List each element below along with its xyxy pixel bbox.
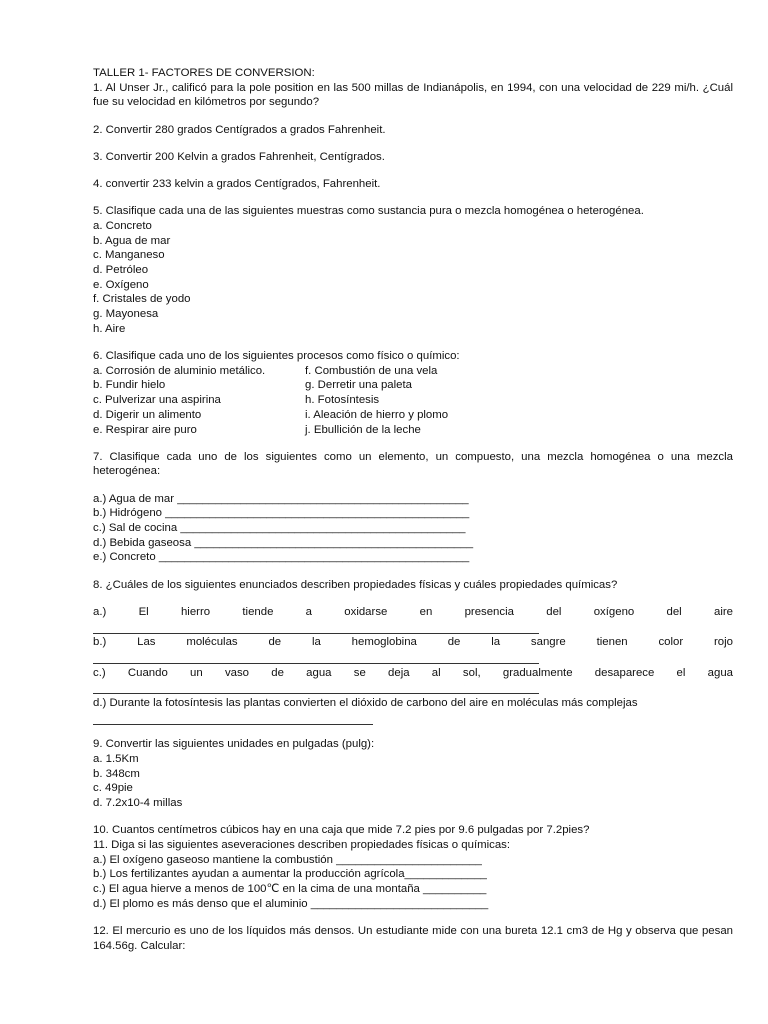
list-item: a. Concreto <box>93 219 152 232</box>
question-10-11 <box>93 823 733 911</box>
question-7-prompt: 7. Clasifique cada uno de los siguientes como un elemento, un compuesto, una mezcla homogénea o una mezcla heterogénea: <box>93 450 733 478</box>
question-1: 1. Al Unser Jr., calificó para la pole position en las 500 millas de Indianápolis, en 1994, con una velocidad de 229 mi/h. ¿Cuál fue su velocidad en kilómetros por segundo? <box>93 81 733 109</box>
question-12: 12. El mercurio es uno de los líquidos más densos. Un estudiante mide con una bureta 12.1 cm3 de Hg y observa que pesan 164.56g. Calcular: <box>93 925 733 952</box>
question-6 <box>93 349 733 437</box>
list-item: h. Aire <box>93 322 126 335</box>
answer-line[interactable] <box>93 620 539 634</box>
list-item: g. Derretir una paleta <box>305 379 413 392</box>
answer-line[interactable] <box>93 711 373 725</box>
list-item: b. 348cm <box>93 767 140 780</box>
answer-line[interactable] <box>93 650 539 664</box>
question-7 <box>93 450 733 565</box>
list-item: b. Agua de mar <box>93 234 171 247</box>
list-item: e.) Concreto _________________________________________________ <box>93 551 470 564</box>
list-item: a.) El oxígeno gaseoso mantiene la combustión _______________________ <box>93 853 482 866</box>
list-item: f. Combustión de una vela <box>305 364 438 377</box>
question-9 <box>93 737 733 811</box>
list-item: d. 7.2x10-4 millas <box>93 797 183 810</box>
list-item: b.) Los fertilizantes ayudan a aumentar la producción agrícola_____________ <box>93 868 487 881</box>
list-item: a. Corrosión de aluminio metálico. <box>93 364 266 377</box>
list-item: c. Pulverizar una aspirina <box>93 394 221 407</box>
list-item: c. Manganeso <box>93 249 165 262</box>
question-5 <box>93 204 733 336</box>
question-8-prompt: 8. ¿Cuáles de los siguientes enunciados describen propiedades físicas y cuáles propiedades químicas? <box>93 578 618 591</box>
list-item: c.) Cuando un vaso de agua se deja al sol, gradualmente desaparece el agua <box>93 666 733 679</box>
process-list <box>93 364 733 438</box>
list-item: e. Oxígeno <box>93 278 149 291</box>
list-item: d. Digerir un alimento <box>93 408 202 421</box>
list-item: d.) Bebida gaseosa ____________________________________________ <box>93 536 474 549</box>
worksheet-title: TALLER 1- FACTORES DE CONVERSION: <box>93 67 315 79</box>
question-3: 3. Convertir 200 Kelvin a grados Fahrenheit, Centígrados. <box>93 150 385 163</box>
list-item: c. 49pie <box>93 782 133 795</box>
list-item: a.) El hierro tiende a oxidarse en presencia del oxígeno del aire <box>93 605 733 618</box>
list-item: g. Mayonesa <box>93 308 159 321</box>
list-item: a.) Agua de mar ______________________________________________ <box>93 492 469 505</box>
list-item: j. Ebullición de la leche <box>305 423 421 436</box>
list-item: f. Cristales de yodo <box>93 293 191 306</box>
question-10: 10. Cuantos centímetros cúbicos hay en una caja que mide 7.2 pies por 9.6 pulgadas por 7.2pies? <box>93 824 590 837</box>
list-item: d.) Durante la fotosíntesis las plantas convierten el dióxido de carbono del aire en moléculas más complejas <box>93 697 638 710</box>
question-9-prompt: 9. Convertir las siguientes unidades en pulgadas (pulg): <box>93 738 375 751</box>
list-item: b.) Hidrógeno ________________________________________________ <box>93 507 470 520</box>
list-item: e. Respirar aire puro <box>93 423 197 436</box>
question-11-prompt: 11. Diga si las siguientes aseveraciones describen propiedades físicas o químicas: <box>93 838 511 851</box>
answer-line[interactable] <box>93 680 539 694</box>
list-item: b. Fundir hielo <box>93 379 166 392</box>
worksheet-content <box>93 66 733 953</box>
question-4: 4. convertir 233 kelvin a grados Centígrados, Fahrenheit. <box>93 178 381 191</box>
list-item: c.) El agua hierve a menos de 100℃ en la cima de una montaña __________ <box>93 883 487 896</box>
list-item: d. Petróleo <box>93 264 149 277</box>
list-item: c.) Sal de cocina _____________________________________________ <box>93 522 466 535</box>
question-5-prompt: 5. Clasifique cada una de las siguientes muestras como sustancia pura o mezcla homogénea o heterogénea. <box>93 205 644 218</box>
question-2: 2. Convertir 280 grados Centígrados a grados Fahrenheit. <box>93 123 386 136</box>
question-6-prompt: 6. Clasifique cada uno de los siguientes procesos como físico o químico: <box>93 350 460 363</box>
list-item: b.) Las moléculas de la hemoglobina de la sangre tienen color rojo <box>93 636 733 649</box>
list-item: a. 1.5Km <box>93 752 139 765</box>
question-8 <box>93 578 733 725</box>
list-item: d.) El plomo es más denso que el aluminio ____________________________ <box>93 897 489 910</box>
list-item: i. Aleación de hierro y plomo <box>305 408 449 421</box>
list-item: h. Fotosíntesis <box>305 394 380 407</box>
